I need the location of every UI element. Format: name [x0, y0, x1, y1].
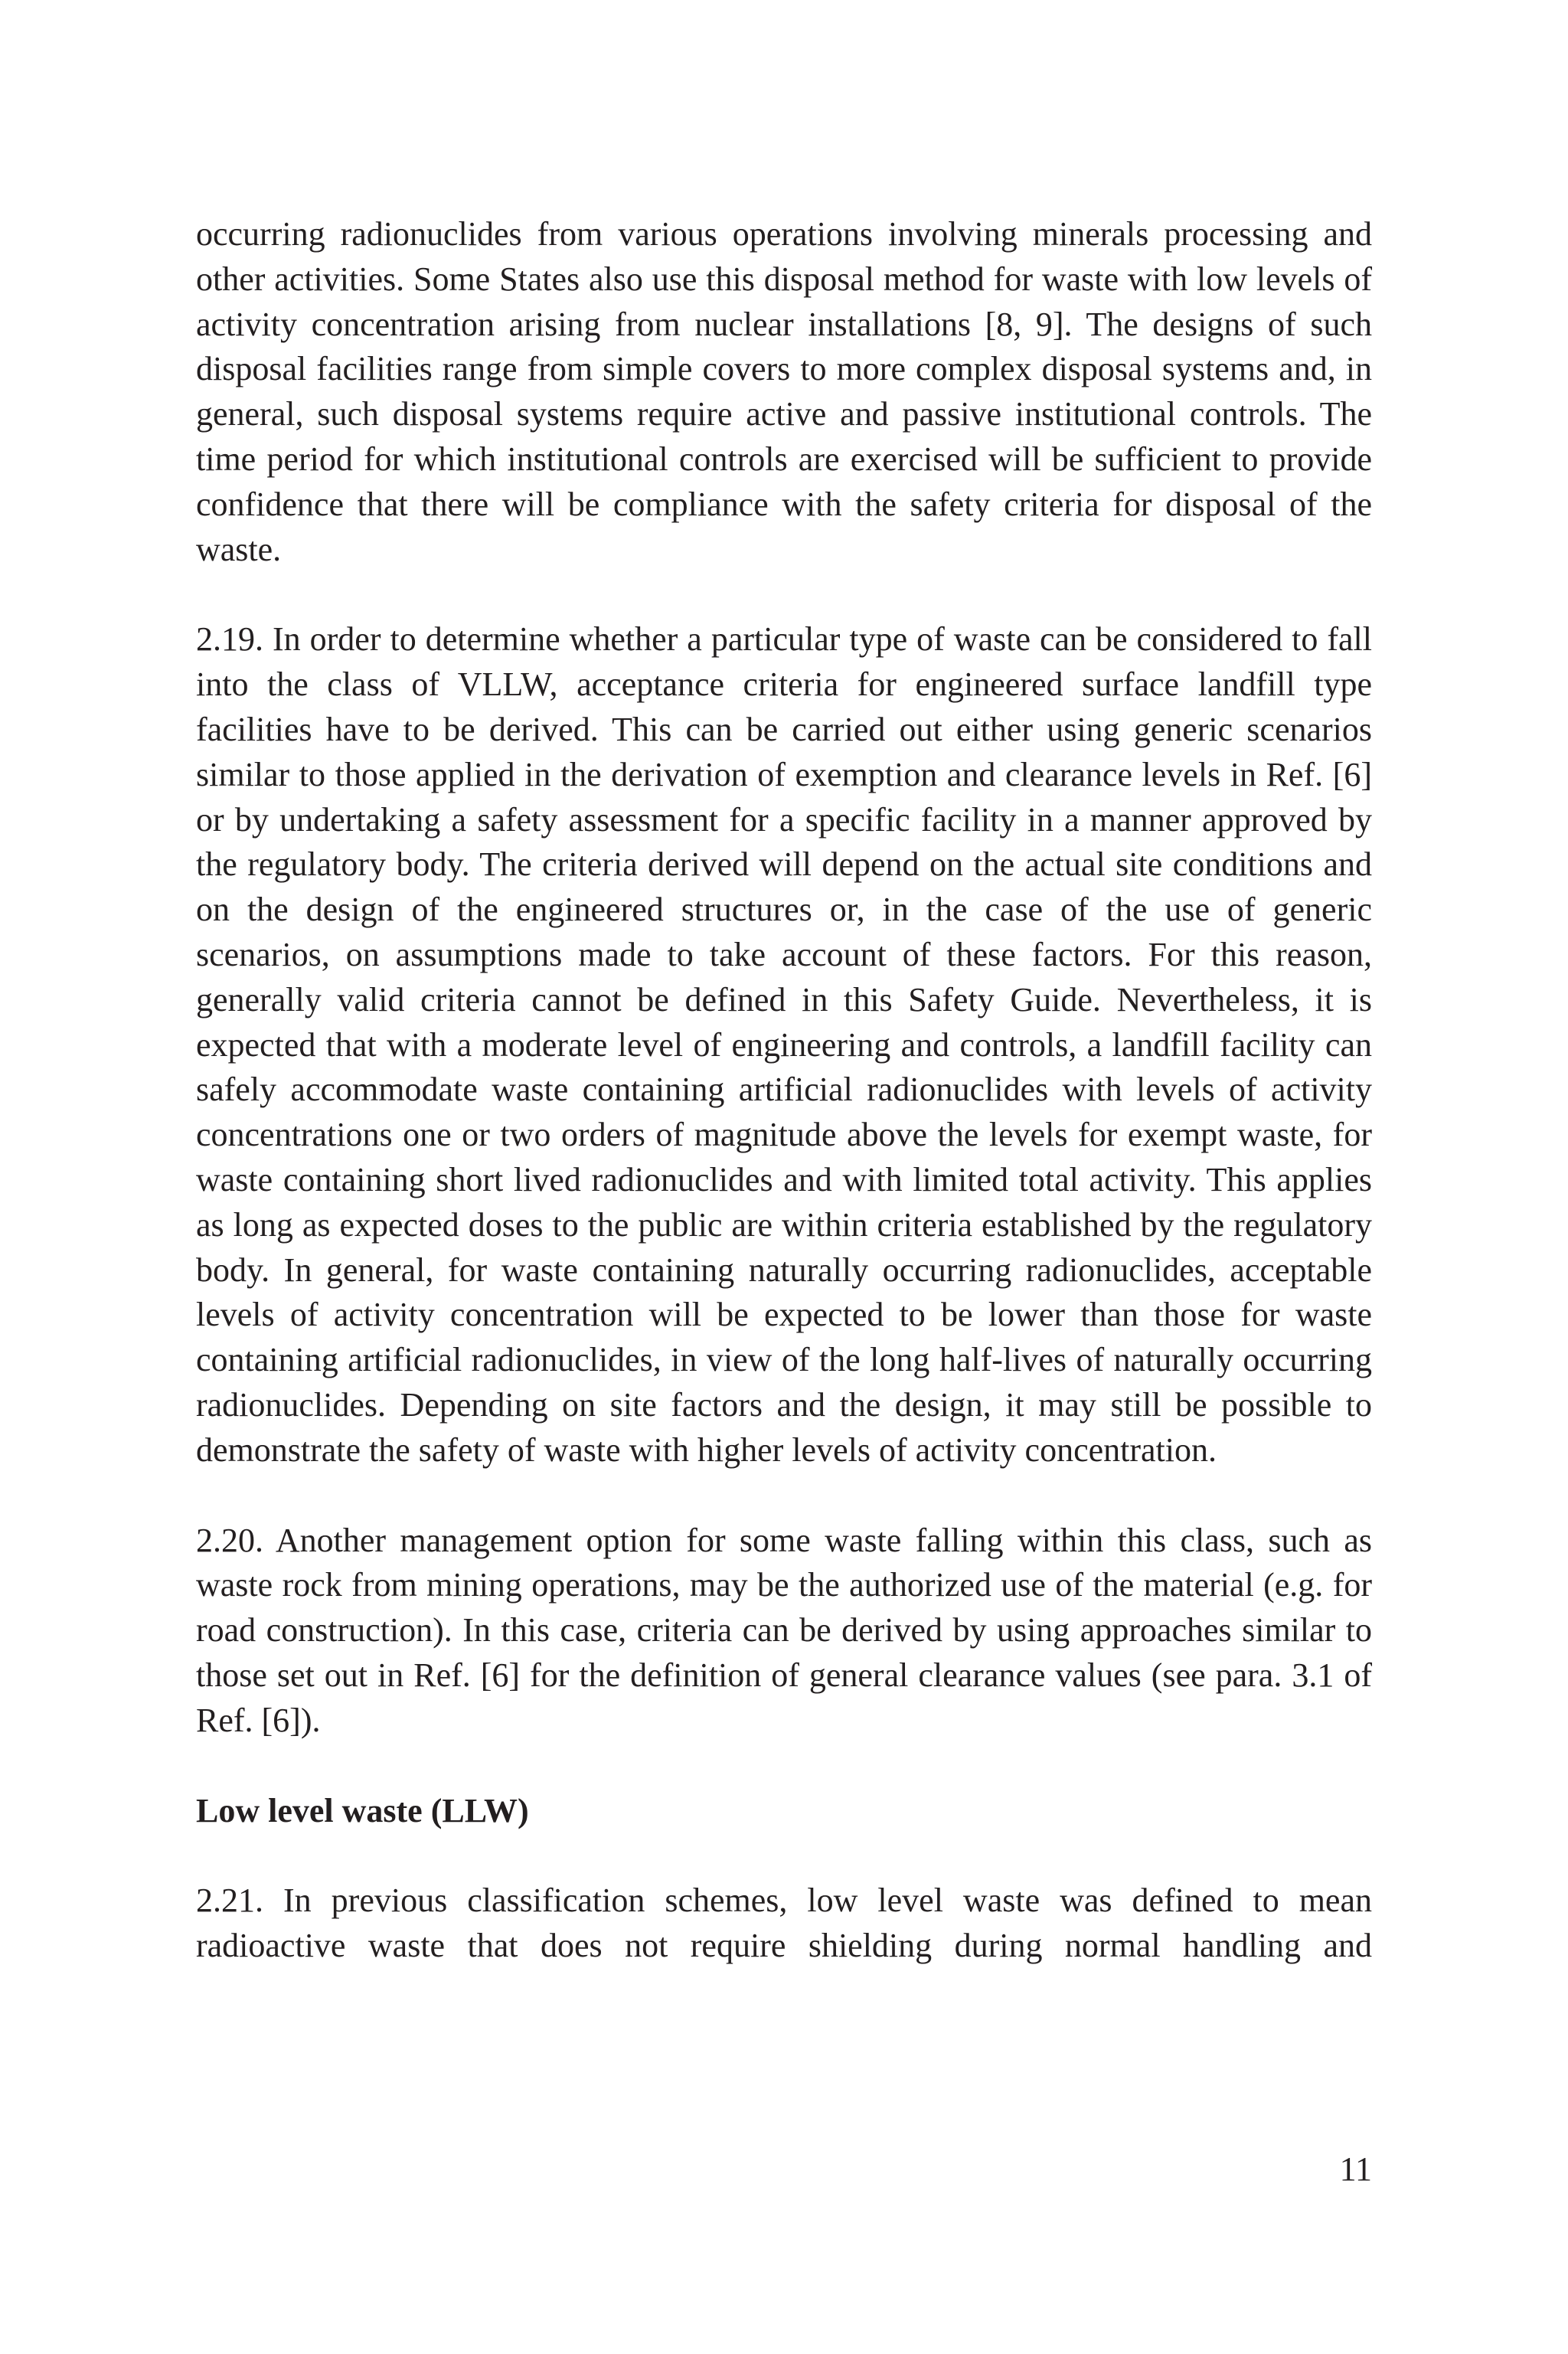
- paragraph-2-19: 2.19. In order to determine whether a particular type of waste can be considered to fall into the class of VLLW, acceptance criteria for engineered surface landfill type facilities have to be derived. This can be carried out either using generic scenarios similar to those applied in the derivation of exemption and clearance levels in Ref. [6] or by undertaking a safety assessment for a specific facility in a manner approved by the regulatory body. The criteria derived will depend on the actual site conditions and on the design of the engineered structures or, in the case of the use of generic scenarios, on assumptions made to take account of these factors. For this reason, generally valid criteria cannot be defined in this Safety Guide. Nevertheless, it is expected that with a moderate level of engineering and controls, a landfill facility can safely accommodate waste containing artificial radionuclides with levels of activity concentrations one or two orders of magnitude above the levels for exempt waste, for waste containing short lived radionuclides and with limited total activity. This applies as long as expected doses to the public are within criteria established by the regulatory body. In general, for waste containing naturally occurring radionuclides, acceptable levels of activity concentration will be expected to be lower than those for waste containing artificial radionuclides, in view of the long half-lives of naturally occurring radionuclides. Depending on site factors and the design, it may still be possible to demonstrate the safety of waste with higher levels of activity concentration.: [196, 620, 1372, 1469]
- section-heading-llw: Low level waste (LLW): [196, 1791, 529, 1829]
- page-number: 11: [1339, 2150, 1372, 2188]
- paragraph-2-20: 2.20. Another management option for some waste falling within this class, such as waste rock from mining operations, may be the authorized use of the material (e.g. for road construction). In this case, criteria can be derived by using approaches similar to those set out in Ref. [6] for the definition of general clearance values (see para. 3.1 of Ref. [6]).: [196, 1521, 1372, 1739]
- paragraph-2-21: 2.21. In previous classification schemes, low level waste was defined to mean radioactive waste that does not require shielding during normal handling and: [196, 1882, 1372, 1965]
- paragraph-continuation: occurring radionuclides from various operations involving minerals processing and other activities. Some States also use this disposal method for waste with low levels of activity concentration arising from nuclear installations [8, 9]. The designs of such disposal facilities range from simple covers to more complex disposal systems and, in general, such disposal systems require active and passive institutional controls. The time period for which institutional controls are exercised will be sufficient to provide confidence that there will be compliance with the safety criteria for disposal of the waste.: [196, 215, 1372, 568]
- text-column: [196, 212, 1372, 1969]
- paragraph-gap: [196, 1473, 1372, 1519]
- paragraph-gap: [196, 1833, 1372, 1878]
- paragraph-gap: [196, 1744, 1372, 1789]
- paragraph-gap: [196, 572, 1372, 617]
